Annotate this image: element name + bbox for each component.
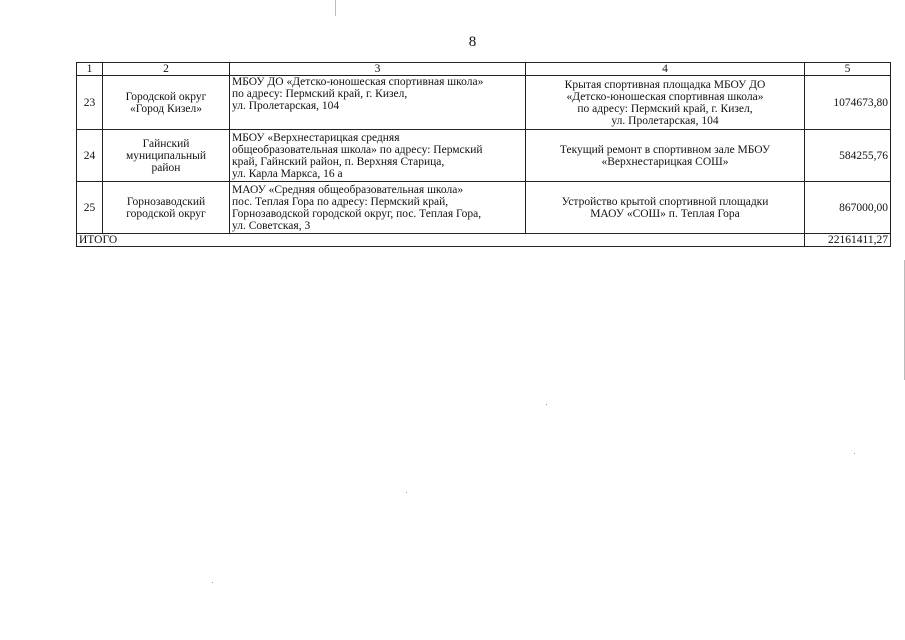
amount-cell: 584255,76: [805, 130, 891, 182]
column-number: 1: [77, 63, 103, 76]
table-row: [77, 76, 891, 130]
total-label: ИТОГО: [77, 234, 805, 247]
municipality-cell: Городской округ «Город Кизел»: [103, 76, 230, 130]
scan-edge-line: [335, 0, 336, 16]
column-number: 5: [805, 63, 891, 76]
row-number: 25: [77, 182, 103, 234]
scan-speck: [212, 582, 213, 583]
work-description-cell: Текущий ремонт в спортивном зале МБОУ «Верхнестарицкая СОШ»: [526, 130, 805, 182]
funding-table: [76, 62, 891, 247]
total-amount: 22161411,27: [805, 234, 891, 247]
column-number: 4: [526, 63, 805, 76]
institution-cell: МАОУ «Средняя общеобразовательная школа» пос. Теплая Гора по адресу: Пермский край, Горнозаводской городской округ, пос. Теплая Гора, ул. Советская, 3: [230, 182, 526, 234]
municipality-cell: Горнозаводский городской округ: [103, 182, 230, 234]
institution-cell: МБОУ ДО «Детско-юношеская спортивная школа» по адресу: Пермский край, г. Кизел, ул. Пролетарская, 104: [230, 76, 526, 130]
column-number: 2: [103, 63, 230, 76]
amount-cell: 867000,00: [805, 182, 891, 234]
page-number: 8: [468, 34, 477, 50]
work-description-cell: Крытая спортивная площадка МБОУ ДО «Детско-юношеская спортивная школа» по адресу: Пермский край, г. Кизел, ул. Пролетарская, 104: [526, 76, 805, 130]
scan-speck: [854, 453, 855, 454]
row-number: 23: [77, 76, 103, 130]
scan-speck: [546, 404, 547, 405]
amount-cell: 1074673,80: [805, 76, 891, 130]
scan-speck: [406, 492, 407, 493]
municipality-cell: Гайнский муниципальный район: [103, 130, 230, 182]
table-row: [77, 182, 891, 234]
total-row: [77, 234, 891, 247]
column-number: 3: [230, 63, 526, 76]
work-description-cell: Устройство крытой спортивной площадки МАОУ «СОШ» п. Теплая Гора: [526, 182, 805, 234]
row-number: 24: [77, 130, 103, 182]
table-row: [77, 130, 891, 182]
column-number-row: [77, 63, 891, 76]
institution-cell: МБОУ «Верхнестарицкая средняя общеобразовательная школа» по адресу: Пермский край, Гайнский район, п. Верхняя Старица, ул. Карла Маркса, 16 а: [230, 130, 526, 182]
